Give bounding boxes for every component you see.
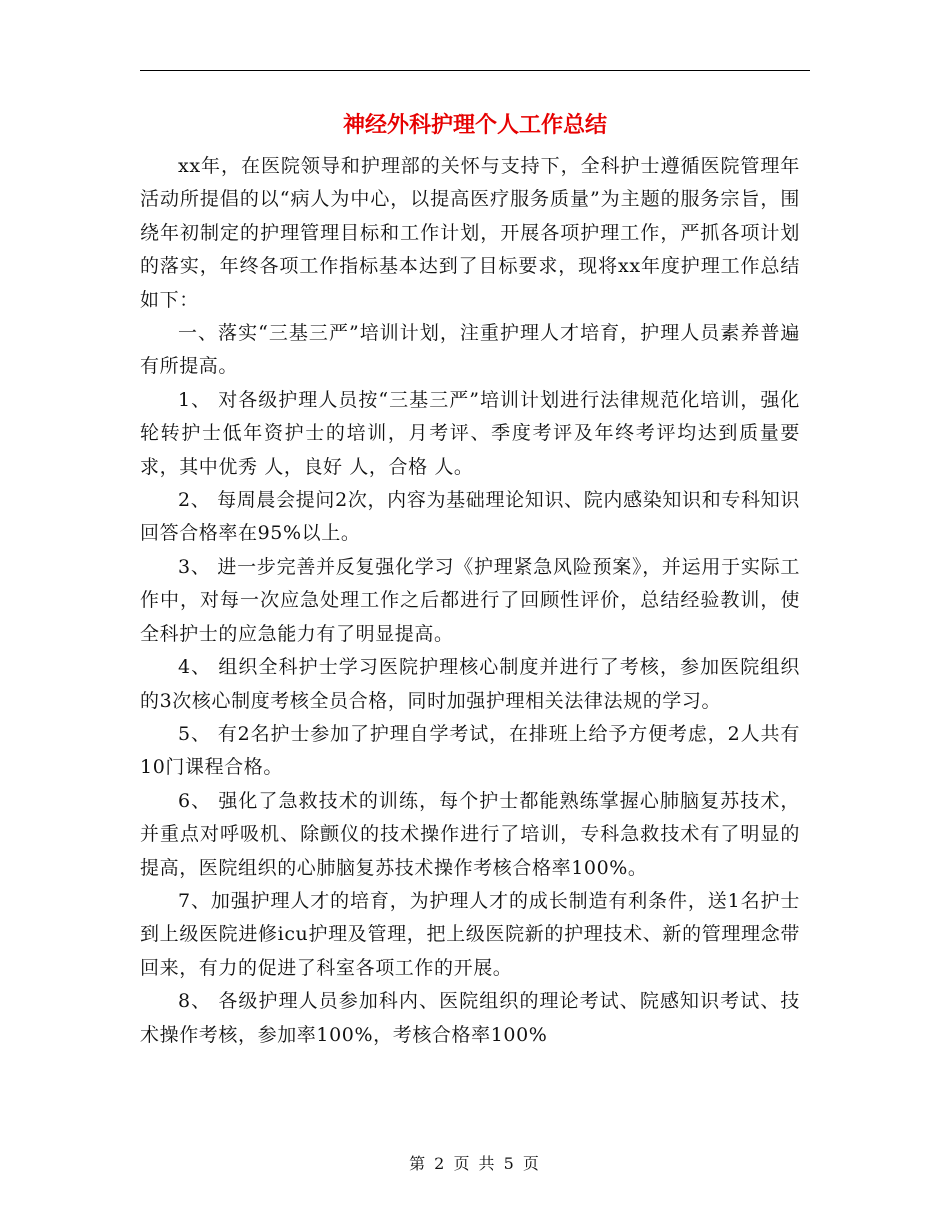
list-item-2: 2、 每周晨会提问2次，内容为基础理论知识、院内感染知识和专科知识回答合格率在95%以上。 [140, 489, 800, 545]
list-item-5: 5、 有2名护士参加了护理自学考试，在排班上给予方便考虑，2人共有10门课程合格。 [140, 722, 800, 779]
list-item-3: 3、 进一步完善并反复强化学习《护理紧急风险预案》，并运用于实际工作中，对每一次应急处理工作之后都进行了回顾性评价，总结经验教训，使全科护士的应急能力有了明显提高。 [140, 555, 800, 645]
list-item-8: 8、 各级护理人员参加科内、医院组织的理论考试、院感知识考试、技术操作考核，参加率100%，考核合格率100% [140, 990, 800, 1046]
header-rule [140, 70, 810, 71]
list-item-4: 4、 组织全科护士学习医院护理核心制度并进行了考核，参加医院组织的3次核心制度考核全员合格，同时加强护理相关法律法规的学习。 [140, 656, 800, 712]
list-item-1: 1、 对各级护理人员按“三基三严”培训计划进行法律规范化培训，强化轮转护士低年资护士的培训，月考评、季度考评及年终考评均达到质量要求，其中优秀 人，良好 人，合格 人。 [140, 388, 800, 478]
page-number-footer: 第 2 页 共 5 页 [409, 1154, 541, 1173]
list-item-6: 6、 强化了急救技术的训练，每个护士都能熟练掌握心肺脑复苏技术，并重点对呼吸机、除颤仪的技术操作进行了培训，专科急救技术有了明显的提高，医院组织的心肺脑复苏技术操作考核合格率100%。 [140, 789, 800, 879]
section-heading-1: 一、落实“三基三严”培训计划，注重护理人才培育，护理人员素养普遍有所提高。 [140, 322, 800, 378]
document-body [140, 150, 800, 1052]
document-title: 神经外科护理个人工作总结 [342, 113, 607, 138]
paragraph-intro: xx年，在医院领导和护理部的关怀与支持下，全科护士遵循医院管理年活动所提倡的以“病人为中心，以提高医疗服务质量”为主题的服务宗旨，围绕年初制定的护理管理目标和工作计划，开展各项护理工作，严抓各项计划的落实，年终各项工作指标基本达到了目标要求，现将xx年度护理工作总结如下： [140, 155, 800, 311]
list-item-7: 7、加强护理人才的培育，为护理人才的成长制造有利条件，送1名护士到上级医院进修icu护理及管理，把上级医院新的护理技术、新的管理理念带回来，有力的促进了科室各项工作的开展。 [140, 889, 800, 979]
